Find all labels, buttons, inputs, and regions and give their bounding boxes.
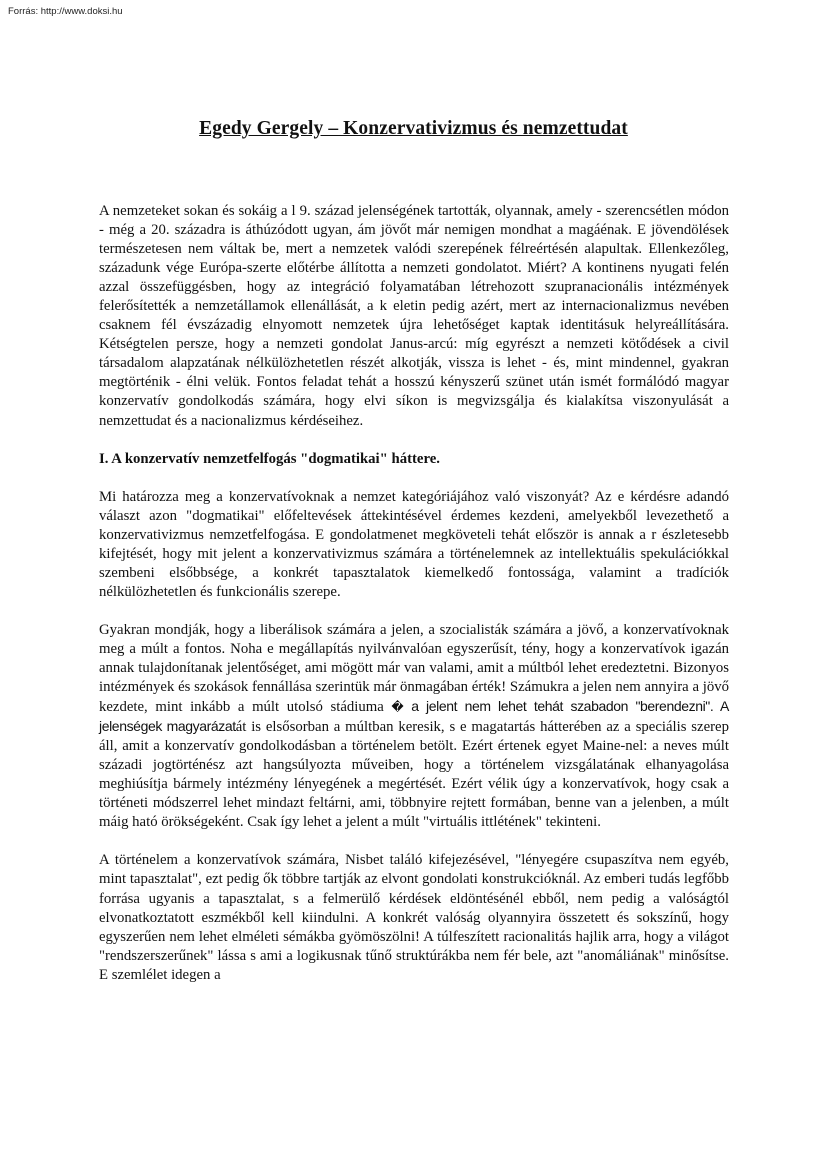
paragraph-intro: A nemzeteket sokan és sokáig a l 9. század jelenségének tartották, olyannak, amely - szerencsétlen módon - még a 20. századra is áthúzódott ugyan, ám jövőt már nemigen mondhat a magáénak. E jövendölések természetesen nem váltak be, mert a nemzetek valódi szerepének félreértésén alapultak. Ellenkezőleg, századunk vége Európa-szerte előtérbe állította a nemzeti gondolatot. Miért? A kontinens nyugati felén azzal összefüggésben, hogy az integráció folyamatában létrehozott szupranacionális intézmények felerősítették a nemzetállamok ellenállását, a k eletin pedig azért, mert az internacionalizmus nevében csaknem fél évszázadig elnyomott nemzetek újra lehetőséget kaptak identitásuk helyreállítására. Kétségtelen persze, hogy a nemzeti gondolat Janus-arcú: míg egyrészt a nemzeti kötődések a civil társadalom alapzatának nélkülözhetetlen részét alkotják, vissza is lehet - és, mint mindennel, gyakran megtörténik - élni velük. Fontos feladat tehát a hosszú kényszerű szünet után ismét formálódó magyar konzervatív gondolkodás számára, hogy elvi síkon is megvizsgálja és kialakítsa viszonyulását a nemzettudat és a nacionalizmus kérdéseihez. [99, 203, 729, 429]
document-body [99, 202, 729, 1004]
paragraph-past-present [99, 621, 729, 833]
replacement-glyph: � [391, 700, 404, 715]
sans-serif-run: a jelent nem lehet tehát szabadon "berendezni". A jelenségek magyarázat [99, 698, 729, 735]
document-title: Egedy Gergely – Konzervativizmus és nemzettudat [199, 118, 628, 139]
paragraph-history-experience: A történelem a konzervatívok számára, Nisbet találó kifejezésével, "lényegére csupaszítva nem egyéb, mint tapasztalat", ezt pedig ők többre tartják az elvont gondolati konstrukcióknál. Az emberi tudás legfőbb forrása ugyanis a tapasztalat, s a felmerülő kérdések eldöntésénél ebből, nem pedig a valóságtól elvonatkoztatott eszmékből kell kiindulni. A konkrét valóság olyannyira összetett és sokszínű, hogy egyszerűen nem lehet elméleti sémákba gyömöszölni! A túlfeszített racionalitás hajlik arra, hogy a világot "rendszerszerűnek" lássa s ami a logikusnak tűnő struktúrákba nem fér bele, azt "anomáliának" minősítse. E szemlélet idegen a [99, 852, 729, 983]
section-heading: I. A konzervatív nemzetfelfogás "dogmatikai" háttere. [99, 450, 440, 467]
source-label: Forrás: http://www.doksi.hu [8, 6, 123, 17]
paragraph-dogmatic-question: Mi határozza meg a konzervatívoknak a nemzet kategóriájához való viszonyát? Az e kérdésre adandó választ azon "dogmatikai" előfeltevések áttekintésével érdemes kezdeni, amelyekből levezethető a konzervativizmus nemzetfelfogása. E gondolatmenet megköveteli tehát először is annak a r észletesebb kifejtését, hogy mit jelent a konzervativizmus számára a történelemnek az intellektuális spekulációkkal szembeni elsőbbsége, a konkrét tapasztalatok kiemelkedő fontossága, valamint a tradíciók nélkülözhetetlen és funkcionális szerepe. [99, 488, 729, 600]
paragraph-text-after: át is elsősorban a múltban keresik, s e magatartás hátterében az a speciális szerep áll, amit a konzervatív gondolkodásban a történelem betölt. Ezért értenek egyet Maine-nel: a neves múlt századi jogtörténész azt hangsúlyozta műveiben, hogy a történelem vizsgálatának elhanyagolása meghiúsítja bármely intézmény lényegének a megértését. Ezért vélik úgy a konzervatívok, hogy csak a történeti módszerrel lehet mindazt feltárni, ami, többnyire rejtett formában, benne van a jelenben, a múlt máig ható örökségeként. Csak így lehet a jelent a múlt "virtuális ittlétének" tekinteni. [99, 719, 729, 831]
paragraph-text-before: Gyakran mondják, hogy a liberálisok számára a jelen, a szocialisták számára a jövő, a konzervatívoknak meg a múlt a fontos. Noha e megállapítás nyilvánvalóan egyszerűsít, tény, hogy a konzervatívok igazán annak tulajdonítanak jelentőséget, ami mögött már van valami, amit a múltból lehet eredeztetni. Bizonyos intézmények és szokások fennállása szerintük már önmagában érték! Számukra a jelen nem annyira a jövő kezdete, mint inkább a múlt utolsó stádiuma [99, 621, 729, 716]
